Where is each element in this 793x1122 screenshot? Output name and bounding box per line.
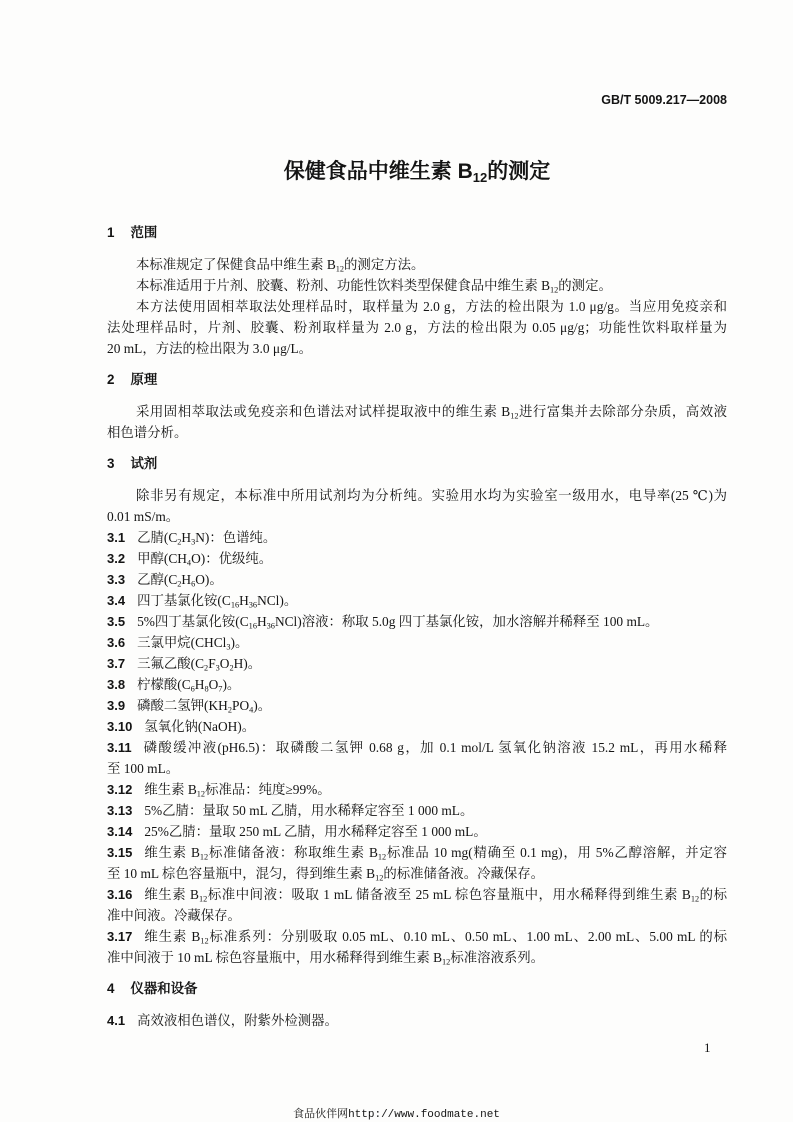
clause-number: 3.2 (107, 551, 126, 566)
text-line (107, 611, 727, 632)
text-line (107, 506, 727, 527)
text-line (107, 779, 727, 800)
text-line (107, 485, 727, 506)
clause-number: 3.6 (107, 635, 126, 650)
clause-number: 3.8 (107, 677, 126, 692)
text-run: )。 (222, 677, 241, 692)
subscript: 4 (249, 705, 254, 715)
text-run: 维生素 B (144, 845, 200, 860)
text-line (107, 758, 727, 779)
line-text (107, 863, 727, 884)
subscript: 2 (229, 663, 234, 673)
text-run: 标准储备液：称取维生素 B (208, 845, 378, 860)
text-run: 至 100 mL。 (107, 761, 180, 776)
paragraph (107, 254, 727, 275)
clause-number: 3.4 (107, 593, 126, 608)
section-heading (107, 453, 727, 474)
text-run: O)。 (195, 572, 223, 587)
paragraph (107, 485, 727, 527)
text-run: 高效液相色谱仪，附紫外检测器。 (137, 1013, 338, 1028)
line-text (144, 821, 727, 842)
text-run: 维生素 B (144, 887, 199, 902)
text-run: H (239, 593, 249, 608)
clause (107, 716, 727, 737)
paragraph (107, 275, 727, 296)
subscript: 36 (266, 621, 275, 631)
text-run: 的标准储备液。冷藏保存。 (383, 866, 545, 881)
subscript: 12 (335, 264, 345, 274)
subscript: 12 (198, 894, 208, 904)
clause-number: 3.1 (107, 530, 126, 545)
subscript: 3 (215, 663, 220, 673)
subscript: 12 (200, 936, 209, 946)
clause (107, 821, 727, 842)
text-run: H (181, 572, 192, 587)
line-text (137, 569, 727, 590)
line-text (107, 947, 727, 968)
text-line (107, 800, 727, 821)
text-line (107, 821, 727, 842)
text-run: O (208, 677, 219, 692)
text-line (107, 296, 727, 317)
line-text (137, 611, 727, 632)
text-run: 0.01 mS/m。 (107, 509, 180, 524)
clause-number: 3.9 (107, 698, 126, 713)
line-text (137, 695, 727, 716)
line-text (144, 737, 727, 758)
clause-number: 3.16 (107, 887, 133, 902)
subscript: 12 (472, 169, 488, 185)
clause (107, 842, 727, 884)
line-text (144, 716, 727, 737)
text-run: 乙醇(C (137, 572, 178, 587)
text-run: )。 (253, 698, 272, 713)
line-text (136, 296, 727, 317)
text-run: 的标 (699, 887, 727, 902)
clause-number: 3.12 (107, 782, 133, 797)
clause (107, 674, 727, 695)
line-text (107, 758, 727, 779)
text-run: 25%乙腈：量取 250 mL 乙腈，用水稀释定容至 1 000 mL。 (144, 824, 487, 839)
text-run: 相色谱分析。 (107, 425, 188, 440)
text-line (107, 569, 727, 590)
subscript: 12 (510, 411, 519, 421)
text-run: 本标准适用于片剂、胶囊、粉剂、功能性饮料类型保健食品中维生素 B (136, 278, 550, 293)
text-run: 标准中间液：吸取 1 mL 储备液至 25 mL 棕色容量瓶中，用水稀释得到维生素 B (207, 887, 691, 902)
text-run: 磷酸二氢钾(KH (137, 698, 228, 713)
clause (107, 569, 727, 590)
text-run: 法处理样品时，片剂、胶囊、粉剂取样量为 2.0 g，方法的检出限为 0.05 μg/g；功能性饮料取样量为 (107, 320, 727, 335)
footer-site-name: 食品伙伴网 (293, 1108, 349, 1120)
subscript: 16 (248, 621, 257, 631)
section-number: 4 (107, 981, 115, 996)
text-run: 氢氧化钠(NaOH)。 (144, 719, 256, 734)
text-run: O)：优级纯。 (191, 551, 273, 566)
text-line (107, 1010, 727, 1031)
section-number: 1 (107, 225, 115, 240)
line-text (137, 632, 727, 653)
subscript: 7 (218, 684, 223, 694)
clause (107, 527, 727, 548)
text-run: H)。 (233, 656, 262, 671)
clause (107, 800, 727, 821)
text-run: 维生素 B (144, 782, 197, 797)
subscript: 36 (248, 600, 258, 610)
subscript: 6 (191, 579, 196, 589)
subscript: 4 (186, 558, 192, 568)
clause-number: 3.3 (107, 572, 126, 587)
text-run: 柠檬酸(C (137, 677, 191, 692)
clause (107, 737, 727, 779)
text-line (107, 548, 727, 569)
footer (0, 1108, 793, 1122)
document-body (107, 212, 727, 1031)
text-run: 至 10 mL 棕色容量瓶中，混匀，得到维生素 B (107, 866, 376, 881)
text-run: 采用固相萃取法或免疫亲和色谱法对试样提取液中的维生素 B (136, 404, 511, 419)
line-text (107, 422, 727, 443)
text-run: 三氯甲烷(CHCl (137, 635, 227, 650)
footer-url: http://www.foodmate.net (348, 1109, 500, 1121)
section-number: 3 (107, 456, 115, 471)
text-run: 的测定。 (558, 278, 612, 293)
line-text (136, 275, 727, 296)
text-line (107, 695, 727, 716)
clause-number: 3.17 (107, 929, 133, 944)
text-run: 本方法使用固相萃取法处理样品时，取样量为 2.0 g，方法的检出限为 1.0 μg/g。当应用免疫亲和 (136, 299, 727, 314)
subscript: 12 (442, 957, 451, 967)
text-line (107, 275, 727, 296)
text-run: 维生素 B (144, 929, 201, 944)
line-text (107, 338, 727, 359)
text-line (107, 422, 727, 443)
clause (107, 695, 727, 716)
text-line (107, 947, 727, 968)
section-title: 范围 (130, 225, 158, 240)
text-run: )。 (230, 635, 249, 650)
text-line (107, 926, 727, 947)
text-line (107, 674, 727, 695)
text-line (107, 254, 727, 275)
line-text (137, 653, 727, 674)
section-heading (107, 369, 727, 390)
subscript: 2 (227, 705, 232, 715)
clause-number: 3.11 (107, 740, 132, 755)
clause-number: 3.15 (107, 845, 133, 860)
text-run: H (256, 614, 267, 629)
text-line (107, 632, 727, 653)
line-text (137, 527, 727, 548)
section-heading (107, 978, 727, 999)
line-text (137, 590, 727, 611)
text-run: H (181, 530, 192, 545)
text-line (107, 905, 727, 926)
text-run: H (194, 677, 205, 692)
text-run: 的测定 (487, 160, 551, 183)
text-line (107, 653, 727, 674)
text-line (107, 527, 727, 548)
clause (107, 779, 727, 800)
line-text (144, 926, 727, 947)
clause (107, 926, 727, 968)
clause (107, 590, 727, 611)
text-run: 标准溶液系列。 (450, 950, 545, 965)
text-line (107, 863, 727, 884)
text-run: 20 mL，方法的检出限为 3.0 μg/L。 (107, 341, 313, 356)
text-line (107, 401, 727, 422)
text-run: 磷酸缓冲液(pH6.5)：取磷酸二氢钾 0.68 g，加 0.1 mol/L 氢氧化钠溶液 15.2 mL，再用水稀释 (143, 740, 727, 755)
text-run: 乙腈(C (137, 530, 178, 545)
subscript: 12 (550, 285, 559, 295)
text-run: 标准品：纯度≥99%。 (205, 782, 331, 797)
line-text (107, 905, 727, 926)
clause-number: 4.1 (107, 1013, 126, 1028)
subscript: 16 (230, 600, 240, 610)
line-text (144, 800, 727, 821)
text-run: N)：色谱纯。 (195, 530, 277, 545)
text-run: 四丁基氯化铵(C (137, 593, 231, 608)
subscript: 2 (177, 537, 182, 547)
text-run: 标准系列：分别吸取 0.05 mL、0.10 mL、0.50 mL、1.00 mL、2.00 mL、5.00 mL 的标 (208, 929, 727, 944)
clause (107, 1010, 727, 1031)
subscript: 3 (226, 642, 231, 652)
line-text (136, 485, 727, 506)
text-line (107, 737, 727, 758)
clause-number: 3.7 (107, 656, 126, 671)
subscript: 12 (377, 852, 387, 862)
section-title: 原理 (130, 372, 158, 387)
clause (107, 884, 727, 926)
text-run: 标准品 10 mg(精确至 0.1 mg)，用 5%乙醇溶解，并定容 (386, 845, 728, 860)
text-run: 准中间液于 10 mL 棕色容量瓶中，用水稀释得到维生素 B (107, 950, 443, 965)
subscript: 12 (199, 852, 209, 862)
paragraph (107, 401, 727, 443)
text-run: 进行富集并去除部分杂质，高效液 (518, 404, 728, 419)
subscript: 12 (375, 873, 384, 883)
clause-number: 3.13 (107, 803, 133, 818)
document-title (107, 158, 727, 186)
text-run: 三氟乙酸(C (137, 656, 205, 671)
line-text (137, 548, 727, 569)
subscript: 2 (177, 579, 182, 589)
clause (107, 548, 727, 569)
text-run: NCl)。 (257, 593, 298, 608)
section-title: 试剂 (130, 456, 158, 471)
line-text (144, 884, 727, 905)
text-run: 保健食品中维生素 B (283, 160, 473, 183)
text-run: PO (232, 698, 250, 713)
line-text (144, 842, 727, 863)
text-line (107, 338, 727, 359)
text-run: 除非另有规定，本标准中所用试剂均为分析纯。实验用水均为实验室一级用水，电导率(25 ℃)为 (136, 488, 727, 503)
standard-number: GB/T 5009.217—2008 (601, 93, 727, 107)
line-text (107, 317, 727, 338)
line-text (144, 779, 727, 800)
text-line (107, 842, 727, 863)
subscript: 8 (204, 684, 209, 694)
line-text (136, 254, 727, 275)
text-run: 甲醇(CH (137, 551, 187, 566)
section-heading (107, 222, 727, 243)
clause (107, 611, 727, 632)
line-text (137, 674, 727, 695)
subscript: 12 (196, 789, 206, 799)
paragraph (107, 296, 727, 359)
text-run: NCl)溶液：称取 5.0g 四丁基氯化铵，加水溶解并稀释至 100 mL。 (274, 614, 659, 629)
subscript: 12 (690, 894, 700, 904)
text-run: 的测定方法。 (344, 257, 425, 272)
line-text (107, 506, 727, 527)
clause-number: 3.14 (107, 824, 133, 839)
text-run: 5%四丁基氯化铵(C (137, 614, 249, 629)
section-title: 仪器和设备 (130, 981, 198, 996)
section-number: 2 (107, 372, 115, 387)
line-text (136, 401, 727, 422)
line-text (137, 1010, 727, 1031)
text-run: O (219, 656, 230, 671)
subscript: 3 (191, 537, 196, 547)
text-line (107, 716, 727, 737)
subscript: 6 (190, 684, 195, 694)
clause (107, 632, 727, 653)
clause-number: 3.5 (107, 614, 126, 629)
text-line (107, 884, 727, 905)
text-run: F (208, 656, 216, 671)
subscript: 2 (204, 663, 209, 673)
text-run: 准中间液。冷藏保存。 (107, 908, 241, 923)
text-run: 5%乙腈：量取 50 mL 乙腈，用水稀释定容至 1 000 mL。 (144, 803, 474, 818)
text-line (107, 317, 727, 338)
text-run: 本标准规定了保健食品中维生素 B (136, 257, 336, 272)
clause-number: 3.10 (107, 719, 133, 734)
text-line (107, 590, 727, 611)
page-number: 1 (704, 1040, 711, 1055)
clause (107, 653, 727, 674)
